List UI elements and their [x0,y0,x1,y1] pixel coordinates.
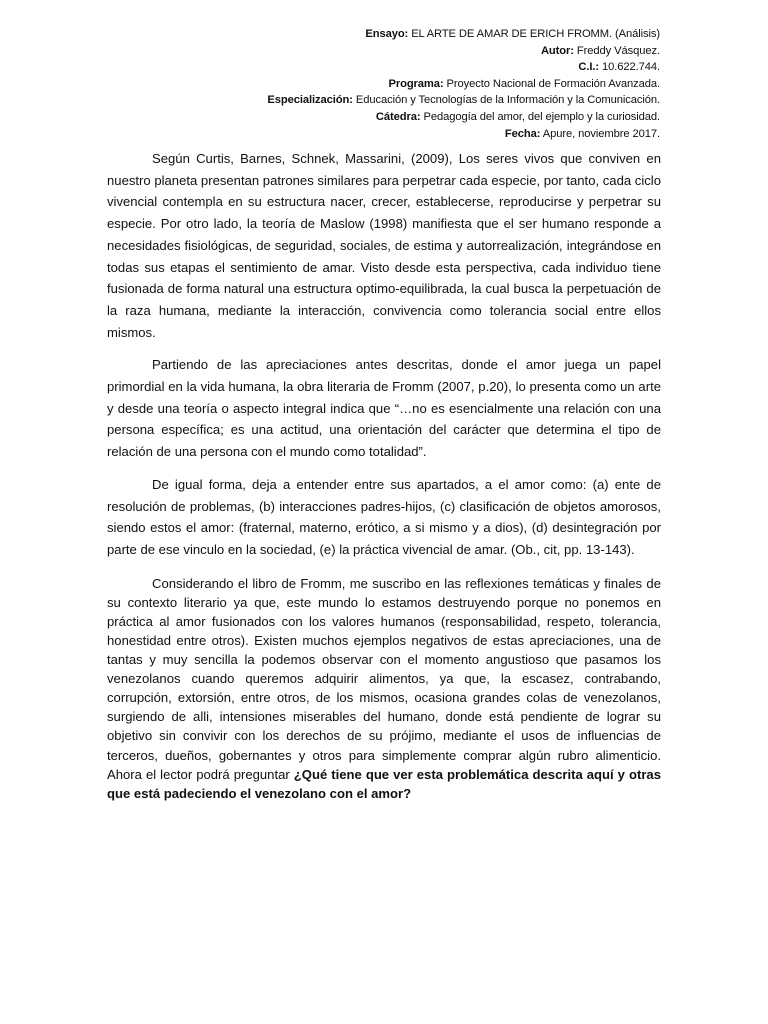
header-value: Freddy Vásquez. [573,44,660,57]
header-value: 10.622.744. [598,61,660,74]
header-value: Pedagogía del amor, del ejemplo y la curiosidad. [420,110,660,123]
header-value: EL ARTE DE AMAR DE ERICH FROMM. (Análisis) [408,28,660,40]
header-row-autor [267,43,660,60]
header-label: Fecha: [504,127,541,140]
closing-question: ¿Qué tiene que ver esta problemática descrita aquí y otras que está padeciendo el venezolano con el amor? [107,766,661,801]
header-label: Especialización: [267,94,353,107]
header-value: Proyecto Nacional de Formación Avanzada. [443,77,660,90]
header-label: Programa: [388,77,444,90]
paragraph-4 [107,574,661,803]
essay-header [267,26,660,142]
header-row-fecha [267,126,660,143]
header-label: Cátedra: [375,110,421,123]
header-label: Autor: [540,44,574,57]
header-row-catedra [267,109,660,126]
header-value: Educación y Tecnologías de la Información y la Comunicación. [352,94,660,107]
paragraph-3: De igual forma, deja a entender entre sus apartados, a el amor como: (a) ente de resolución de problemas, (b) interacciones padres-hijos, (c) clasificación de objetos amorosos, siendo estos el amor: (fraternal, materno, erótico, a si mismo y a dios), (d) desintegración por parte de ese vinculo en la sociedad, (e) la práctica vivencial de amar. (Ob., cit, pp. 13-143). [107,476,661,557]
header-value: Apure, noviembre 2017. [540,127,660,140]
header-row-ensayo [267,26,660,43]
paragraph-2: Partiendo de las apreciaciones antes descritas, donde el amor juega un papel primordial en la vida humana, la obra literaria de Fromm (2007, p.20), lo presenta como un arte y desde una teoría o aspecto integral indica que “…no es esencialmente una relación con una persona específica; es una actitud, una orientación del carácter que determina el tipo de relación de una persona con el mundo como totalidad”. [107,357,661,460]
paragraph-4-text: Considerando el libro de Fromm, me suscribo en las reflexiones temáticas y finales de su contexto literario ya que, este mundo lo estamos destruyendo porque no ponemos en práctica al amor fusionados con los valores humanos (responsabilidad, respeto, tolerancia, honestidad entre otros). Existen muchos ejemplos negativos de estas apreciaciones, una de tantas y muy sencilla la podemos observar con el momento angustioso que pasamos los venezolanos cuando queremos adquirir alimentos, ya que, la escasez, contrabando, corrupción, extorsión, entre otros, de los mismos, ocasiona grandes colas de venezolanos, surgiendo de alli, intensiones miserables del humano, donde está pendiente de lograr su objetivo sin convivir con los derechos de su prójimo, mediante el usos de influencias de terceros, dueños, gobernantes y otros para simplemente comprar algún rubro alimenticio. Ahora el lector podrá preguntar [107,575,661,782]
paragraph-1: Según Curtis, Barnes, Schnek, Massarini, (2009), Los seres vivos que conviven en nuestro planeta presentan patrones similares para perpetrar cada especie, por tanto, cada ciclo vivencial contempla en su estructura nacer, crecer, establecerse, reproducirse y perpetrar su especie. Por otro lado, la teoría de Maslow (1998) manifiesta que el ser humano responde a necesidades fisiológicas, de seguridad, sociales, de estima y autorrealización, integrándose en todas sus etapas el sentimiento de amar. Visto desde esta perspectiva, cada individuo tiene fusionada de forma natural una estructura optimo-equilibrada, la cual busca la perpetuación de la raza humana, mediante la interacción, convivencia como tolerancia social entre ellos mismos. [107,151,661,340]
header-row-ci [267,59,660,76]
header-row-programa [267,76,660,93]
header-row-especializacion [267,92,660,109]
header-label: C.I.: [578,61,599,74]
essay-body [107,148,661,803]
header-label: Ensayo: [365,28,409,40]
